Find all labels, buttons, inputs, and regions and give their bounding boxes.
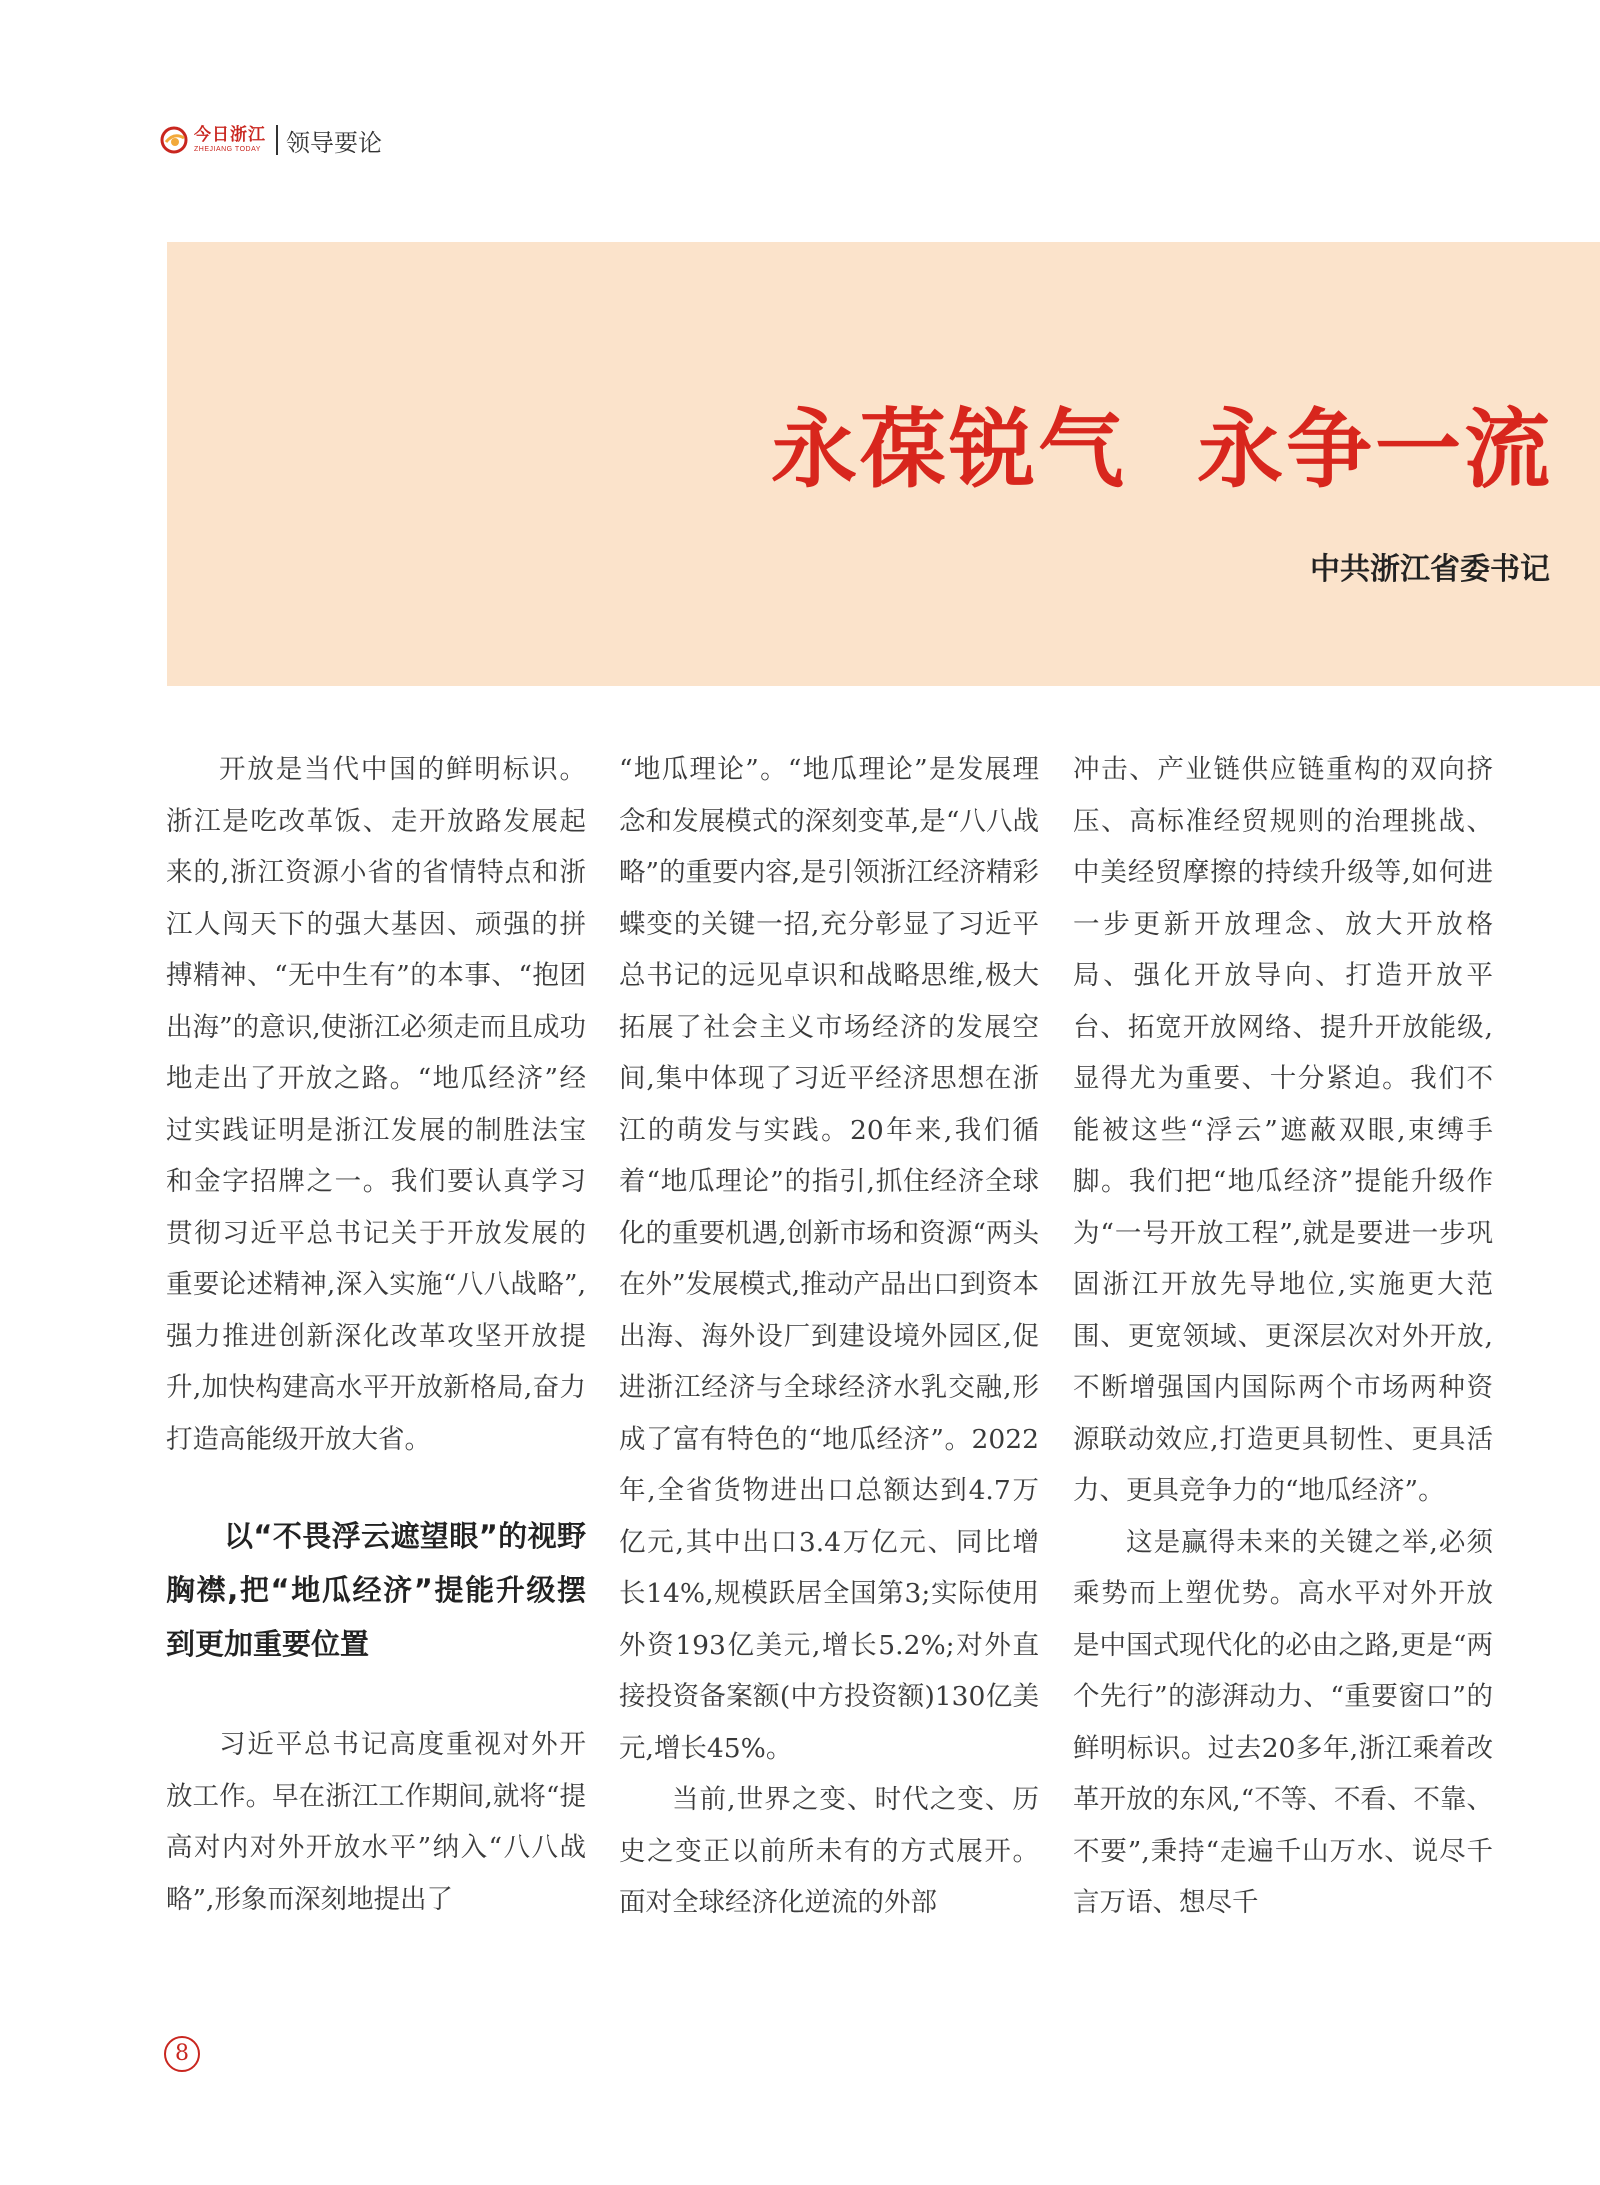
text-column-2	[619, 744, 1039, 1929]
title-part-2: 永争一流	[1197, 400, 1553, 500]
paragraph-2: 习近平总书记高度重视对外开放工作。早在浙江工作期间,就将“提高对内对外开放水平”纳入“八八战略”,形象而深刻地提出了	[166, 1729, 586, 1915]
title-banner	[167, 242, 1600, 686]
logo-english-name: ZHEJIANG TODAY	[194, 146, 261, 153]
header-divider	[276, 125, 278, 155]
paragraph-3: 当前,世界之变、时代之变、历史之变正以前所未有的方式展开。面对全球经济化逆流的外部	[619, 1784, 1039, 1918]
section-subheading: 以“不畏浮云遮望眼”的视野胸襟,把“地瓜经济”提能升级摆到更加重要位置	[166, 1519, 586, 1661]
paragraph-2-continued: “地瓜理论”。“地瓜理论”是发展理念和发展模式的深刻变革,是“八八战略”的重要内容,是引领浙江经济精彩蝶变的关键一招,充分彰显了习近平总书记的远见卓识和战略思维,极大拓展了社会主义市场经济的发展空间,集中体现了习近平经济思想在浙江的萌发与实践。20年来,我们循着“地瓜理论”的指引,抓住经济全球化的重要机遇,创新市场和资源“两头在外”发展模式,推动产品出口到资本出海、海外设厂到建设境外园区,促进浙江经济与全球经济水乳交融,形成了富有特色的“地瓜经济”。2022年,全省货物进出口总额达到4.7万亿元,其中出口3.4万亿元、同比增长14%,规模跃居全国第3;实际使用外资193亿美元,增长5.2%;对外直接投资备案额(中方投资额)130亿美元,增长45%。	[619, 754, 1039, 1764]
page-header	[160, 120, 382, 160]
page-number: 8	[164, 2036, 200, 2072]
paragraph-4: 这是赢得未来的关键之举,必须乘势而上塑优势。高水平对外开放是中国式现代化的必由之路,更是“两个先行”的澎湃动力、“重要窗口”的鲜明标识。过去20多年,浙江乘着改革开放的东风,“不等、不看、不靠、不要”,秉持“走遍千山万水、说尽千言万语、想尽千	[1073, 1526, 1493, 1918]
text-column-3	[1073, 744, 1493, 1929]
logo-chinese-name: 今日浙江	[194, 125, 266, 145]
text-column-1	[166, 744, 586, 1925]
section-label: 领导要论	[286, 128, 382, 157]
article-title	[771, 380, 1553, 504]
paragraph-1: 开放是当代中国的鲜明标识。浙江是吃改革饭、走开放路发展起来的,浙江资源小省的省情特点和浙江人闯天下的强大基因、顽强的拼搏精神、“无中生有”的本事、“抱团出海”的意识,使浙江必须走而且成功地走出了开放之路。“地瓜经济”经过实践证明是浙江发展的制胜法宝和金字招牌之一。我们要认真学习贯彻习近平总书记关于开放发展的重要论述精神,深入实施“八八战略”,强力推进创新深化改革攻坚开放提升,加快构建高水平开放新格局,奋力打造高能级开放大省。	[166, 754, 586, 1455]
magazine-logo	[160, 126, 266, 154]
title-part-1: 永葆锐气	[771, 400, 1127, 500]
paragraph-3-continued: 冲击、产业链供应链重构的双向挤压、高标准经贸规则的治理挑战、中美经贸摩擦的持续升级等,如何进一步更新开放理念、放大开放格局、强化开放导向、打造开放平台、拓宽开放网络、提升开放能级,显得尤为重要、十分紧迫。我们不能被这些“浮云”遮蔽双眼,束缚手脚。我们把“地瓜经济”提能升级作为“一号开放工程”,就是要进一步巩固浙江开放先导地位,实施更大范围、更宽领域、更深层次对外开放,不断增强国内国际两个市场两种资源联动效应,打造更具韧性、更具活力、更具竞争力的“地瓜经济”。	[1073, 754, 1493, 1506]
logo-sun-icon	[160, 126, 188, 154]
author-byline: 中共浙江省委书记	[1310, 552, 1550, 587]
